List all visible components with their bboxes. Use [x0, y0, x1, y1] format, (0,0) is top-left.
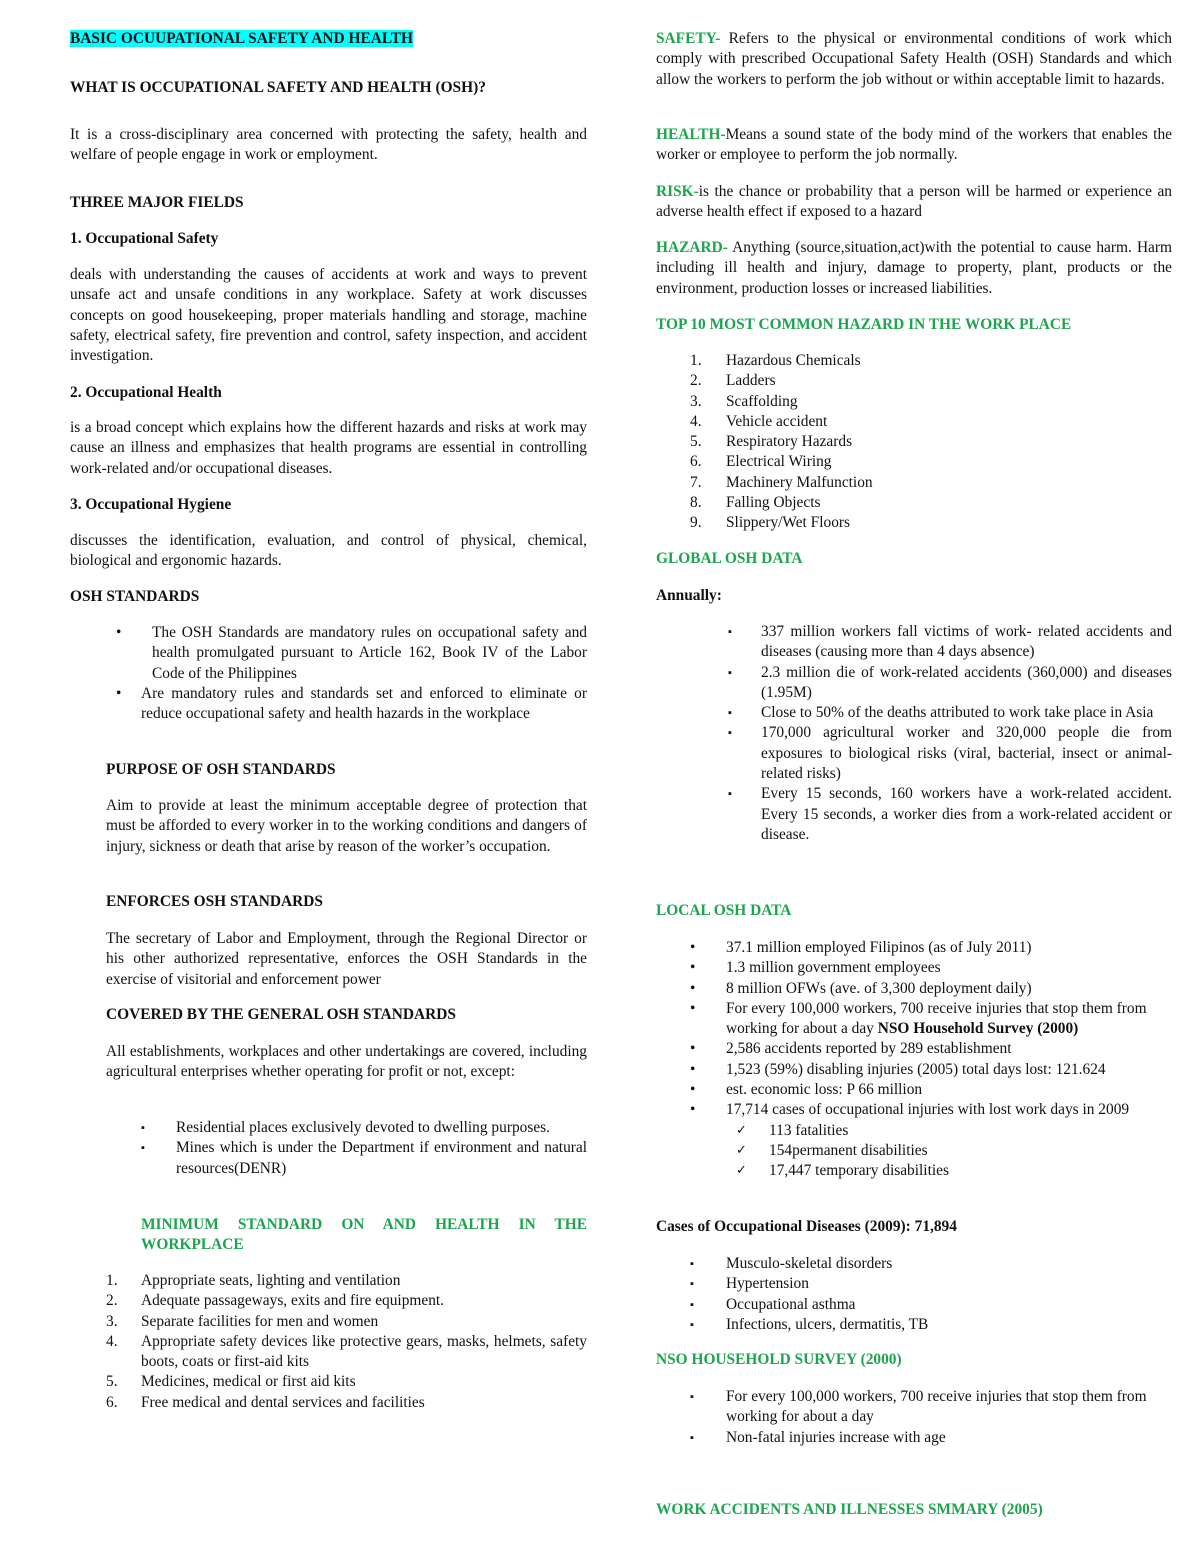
minimum-standard-list [70, 1271, 587, 1413]
list-item: 6. Free medical and dental services and facilities [70, 1393, 587, 1413]
bullet-icon: ▪ [728, 626, 732, 638]
list-item: 5. Respiratory Hazards [690, 433, 853, 451]
bullet-icon: • [690, 979, 696, 997]
list-number: 6. [106, 1393, 118, 1411]
list-item: ▪ Musculo-skeletal disorders [656, 1254, 1172, 1274]
list-number: 2. [106, 1292, 118, 1310]
global-osh-heading: GLOBAL OSH DATA [656, 550, 803, 567]
enforces-heading: ENFORCES OSH STANDARDS [106, 893, 323, 910]
list-number: 1. [106, 1272, 118, 1289]
list-number: 4. [106, 1332, 118, 1350]
summary-heading: WORK ACCIDENTS AND ILLNESSES SMMARY (2005) [656, 1501, 1043, 1518]
list-item: 6. Electrical Wiring [690, 453, 832, 471]
bullet-icon: • [116, 684, 122, 702]
list-item: • 37.1 million employed Filipinos (as of July 2011) [656, 938, 1172, 958]
list-item: ▪ 170,000 agricultural worker and 320,000 people die from exposures to biological risks (viral, bacterial, insect or animal-related risks) [728, 724, 1172, 783]
covered-exceptions-list [106, 1118, 587, 1179]
checkmark-icon: ✓ [736, 1163, 747, 1179]
minimum-standard-heading: MINIMUM STANDARD ON AND HEALTH IN THE WORKPLACE [141, 1216, 587, 1254]
occupational-diseases-heading: Cases of Occupational Diseases (2009): 71,894 [656, 1218, 957, 1235]
list-item: 3. Scaffolding [690, 392, 798, 410]
list-item: 4. Appropriate safety devices like protective gears, masks, helmets, safety boots, coats or first-aid kits [106, 1332, 587, 1371]
bullet-icon: • [690, 1040, 696, 1058]
bullet-icon: • [116, 624, 122, 641]
list-item: ▪ Mines which is under the Department if environment and natural resources(DENR) [141, 1139, 587, 1177]
list-item: ▪ 337 million workers fall victims of work- related accidents and diseases (causing more than 4 days absence) [728, 623, 1172, 661]
list-item: 4. Vehicle accident [690, 412, 828, 430]
list-item: • 8 million OFWs (ave. of 3,300 deployment daily) [656, 979, 1172, 999]
list-item: • 1,523 (59%) disabling injuries (2005) total days lost: 121.624 [656, 1060, 1172, 1080]
definition-safety: SAFETY- Refers to the physical or environmental conditions of work which comply with prescribed Occupational Safety Health (OSH) Standards and which allow the workers to perform the job without or within acceptable limit to hazards. [656, 30, 1172, 88]
bullet-icon: • [690, 1060, 696, 1078]
bullet-icon: ▪ [141, 1142, 145, 1155]
list-item: 2. Ladders [690, 372, 776, 390]
local-osh-list [656, 938, 1172, 1182]
list-item: ✓ 17,447 temporary disabilities [726, 1161, 1172, 1181]
field-heading: 3. Occupational Hygiene [70, 496, 232, 513]
purpose-heading: PURPOSE OF OSH STANDARDS [106, 761, 336, 778]
enforces-body: The secretary of Labor and Employment, through the Regional Director or his other authorized representative, enforces the OSH Standards in the exercise of visitorial and enforcement power [106, 930, 587, 988]
list-item: ▪ Close to 50% of the deaths attributed to work take place in Asia [656, 703, 1172, 723]
bullet-icon: ▪ [728, 707, 732, 720]
list-number: 5. [106, 1373, 118, 1391]
list-item: • Are mandatory rules and standards set and enforced to eliminate or reduce occupational safety and health hazards in the workplace [116, 684, 587, 723]
what-is-heading: WHAT IS OCCUPATIONAL SAFETY AND HEALTH (OSH)? [70, 79, 486, 96]
field-heading: 2. Occupational Health [70, 384, 222, 401]
field-body: deals with understanding the causes of accidents at work and ways to prevent unsafe act and unsafe conditions in any workplace. Safety at work discusses concepts on good housekeeping, proper materials handling and storage, machine safety, electrical safety, fire prevention and control, safety inspection, and accident investigation. [70, 266, 587, 365]
list-item: ▪ For every 100,000 workers, 700 receive injuries that stop them from working for about a day [690, 1388, 1147, 1426]
three-fields-heading: THREE MAJOR FIELDS [70, 194, 244, 211]
bullet-icon: • [690, 959, 696, 977]
bullet-icon: ▪ [728, 788, 732, 801]
nso-survey-heading: NSO HOUSEHOLD SURVEY (2000) [656, 1351, 902, 1368]
list-number: 3. [106, 1312, 118, 1330]
bullet-icon: • [690, 939, 696, 956]
bullet-icon: ▪ [690, 1391, 694, 1403]
nso-survey-list [656, 1387, 1172, 1448]
bullet-icon: ▪ [728, 727, 732, 740]
definition-risk: RISK-is the chance or probability that a person will be harmed or experience an adverse health effect if exposed to a hazard [656, 183, 1172, 221]
bullet-icon: • [690, 1081, 696, 1099]
list-item: 8. Falling Objects [690, 494, 821, 512]
definition-hazard: HAZARD- Anything (source,situation,act)with the potential to cause harm. Harm including ill health and injury, damage to property, plant, products or the environment, production losses or increased liabilities. [656, 239, 1172, 297]
osh-standards-list [70, 623, 587, 724]
list-item: • est. economic loss: P 66 million [656, 1080, 1172, 1100]
list-item: • 17,714 cases of occupational injuries with lost work days in 2009 ✓ 113 fatalities ✓ 154permanent disabilities ✓ 17,447 temporary disabilities [656, 1100, 1172, 1181]
bullet-icon: ▪ [690, 1431, 694, 1444]
list-item: 9. Slippery/Wet Floors [690, 514, 851, 532]
covered-body: All establishments, workplaces and other undertakings are covered, including agricultural enterprises whether operating for profit or not, except: [106, 1043, 587, 1081]
list-item: ▪ Hypertension [656, 1274, 1172, 1294]
list-item: ▪ Infections, ulcers, dermatitis, TB [656, 1315, 1172, 1335]
global-osh-list [656, 622, 1172, 845]
field-body: discusses the identification, evaluation, and control of physical, chemical, biological and ergonomic hazards. [70, 532, 587, 570]
list-item: • The OSH Standards are mandatory rules on occupational safety and health promulgated pursuant to Article 162, Book IV of the Labor Code of the Philippines [116, 624, 587, 682]
list-item: 5. Medicines, medical or first aid kits [70, 1372, 587, 1392]
osh-standards-heading: OSH STANDARDS [70, 588, 200, 605]
bullet-icon: ▪ [690, 1278, 694, 1291]
list-item: ✓ 113 fatalities [726, 1121, 1172, 1141]
annually-label: Annually: [656, 587, 722, 604]
bullet-icon: ▪ [690, 1318, 694, 1331]
list-item: 2. Adequate passageways, exits and fire equipment. [70, 1291, 587, 1311]
list-item: 3. Separate facilities for men and women [70, 1312, 587, 1332]
top10-list [656, 351, 1172, 534]
bullet-icon: ▪ [690, 1258, 694, 1270]
what-is-body: It is a cross-disciplinary area concerned with protecting the safety, health and welfare of people engage in work or employment. [70, 126, 587, 164]
list-item: 1. Hazardous Chemicals [690, 352, 861, 369]
occupational-diseases-list [656, 1254, 1172, 1335]
list-item: ▪ 2.3 million die of work-related accidents (360,000) and diseases (1.95M) [728, 663, 1172, 701]
field-heading: 1. Occupational Safety [70, 230, 219, 247]
bullet-icon: ▪ [728, 666, 732, 679]
bullet-icon: ▪ [690, 1298, 694, 1311]
field-body: is a broad concept which explains how the different hazards and risks at work may cause an illness and emphasizes that health programs are essential in controlling work-related and/or occupational diseases. [70, 419, 587, 477]
checkmark-icon: ✓ [736, 1122, 747, 1138]
survey-source: NSO Household Survey (2000) [877, 1020, 1079, 1038]
list-item: • 2,586 accidents reported by 289 establishment [656, 1039, 1172, 1059]
list-item: ▪ Every 15 seconds, 160 workers have a work-related accident. Every 15 seconds, a worker dies from a work-related accident or disease. [728, 785, 1172, 843]
definition-health: HEALTH-Means a sound state of the body mind of the workers that enables the worker or employee to perform the job normally. [656, 126, 1172, 164]
bullet-icon: ▪ [141, 1122, 145, 1134]
local-sub-list [726, 1121, 1172, 1182]
list-item: ▪ Occupational asthma [656, 1295, 1172, 1315]
list-item: ✓ 154permanent disabilities [726, 1141, 1172, 1161]
top10-heading: TOP 10 MOST COMMON HAZARD IN THE WORK PLACE [656, 316, 1072, 333]
covered-heading: COVERED BY THE GENERAL OSH STANDARDS [106, 1006, 456, 1023]
bullet-icon: • [690, 999, 696, 1017]
document-title: BASIC OCUUPATIONAL SAFETY AND HEALTH [70, 30, 413, 47]
list-item: ▪ Residential places exclusively devoted to dwelling purposes. [106, 1118, 587, 1138]
list-item: ▪ Non-fatal injuries increase with age [656, 1428, 1172, 1448]
purpose-body: Aim to provide at least the minimum acceptable degree of protection that must be afforded to every worker in to the working conditions and dangers of injury, sickness or death that arise by reason of the worker’s occupation. [106, 797, 587, 855]
checkmark-icon: ✓ [736, 1142, 747, 1158]
list-item: 1. Appropriate seats, lighting and ventilation [70, 1271, 587, 1291]
list-item: • For every 100,000 workers, 700 receive injuries that stop them from working for about a day NSO Household Survey (2000) [690, 999, 1147, 1038]
local-osh-heading: LOCAL OSH DATA [656, 902, 792, 919]
bullet-icon: • [690, 1101, 696, 1119]
list-item: 7. Machinery Malfunction [690, 473, 873, 491]
list-item: • 1.3 million government employees [656, 958, 1172, 978]
